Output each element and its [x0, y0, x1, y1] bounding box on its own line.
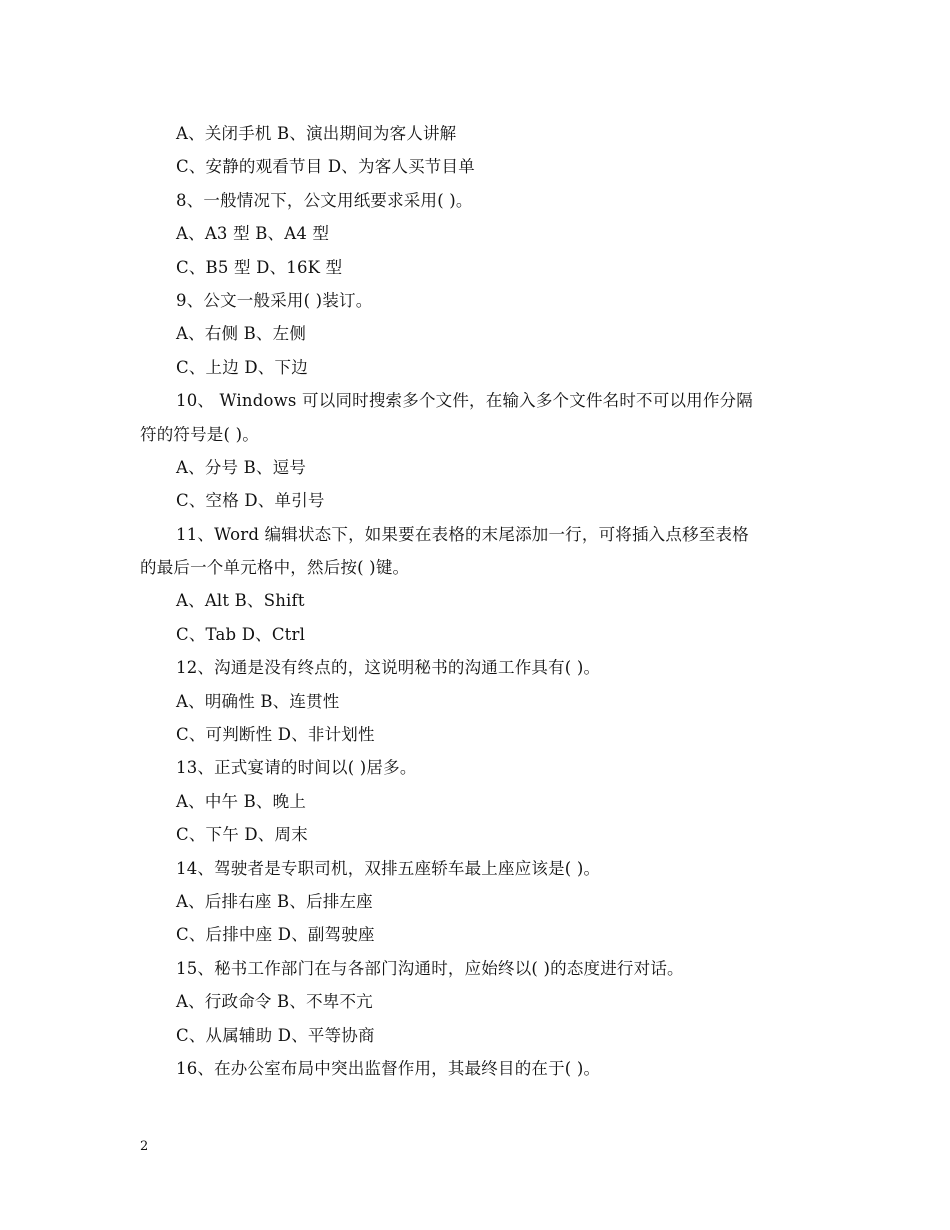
question-line-continued: 符的符号是( )。 [140, 424, 259, 444]
option-line: A、行政命令 B、不卑不亢 [176, 992, 373, 1012]
option-line: A、右侧 B、左侧 [176, 324, 307, 344]
option-line: C、可判断性 D、非计划性 [176, 725, 375, 745]
question-line: 16、在办公室布局中突出监督作用，其最终目的在于( )。 [176, 1058, 601, 1078]
question-line-continued: 的最后一个单元格中，然后按( )键。 [140, 558, 410, 578]
question-line: 8、一般情况下，公文用纸要求采用( )。 [176, 190, 473, 210]
question-line: 12、沟通是没有终点的，这说明秘书的沟通工作具有( )。 [176, 658, 601, 678]
question-line: 10、 Windows 可以同时搜索多个文件，在输入多个文件名时不可以用作分隔 [176, 391, 753, 411]
option-line: C、B5 型 D、16K 型 [176, 257, 343, 277]
option-line: C、从属辅助 D、平等协商 [176, 1025, 375, 1045]
option-line: A、关闭手机 B、演出期间为客人讲解 [176, 124, 457, 143]
option-line: A、明确性 B、连贯性 [176, 691, 340, 711]
option-line: A、分号 B、逗号 [176, 457, 307, 477]
option-line: A、后排右座 B、后排左座 [176, 891, 373, 911]
option-line: C、后排中座 D、副驾驶座 [176, 925, 375, 945]
page-number: 2 [140, 1139, 149, 1154]
option-line: C、Tab D、Ctrl [176, 624, 306, 644]
option-line: C、安静的观看节目 D、为客人买节目单 [176, 157, 475, 177]
option-line: A、Alt B、Shift [176, 591, 305, 611]
question-line: 11、Word 编辑状态下，如果要在表格的末尾添加一行，可将插入点移至表格 [176, 524, 749, 544]
question-line: 14、驾驶者是专职司机，双排五座轿车最上座应该是( )。 [176, 858, 601, 878]
option-line: C、上边 D、下边 [176, 357, 308, 377]
question-text-block [140, 117, 815, 1085]
option-line: C、空格 D、单引号 [176, 491, 325, 511]
question-line: 9、公文一般采用( )装订。 [176, 290, 373, 310]
option-line: C、下午 D、周末 [176, 825, 308, 845]
question-line: 13、正式宴请的时间以( )居多。 [176, 758, 417, 778]
option-line: A、A3 型 B、A4 型 [176, 224, 330, 244]
option-line: A、中午 B、晚上 [176, 791, 307, 811]
question-line: 15、秘书工作部门在与各部门沟通时，应始终以( )的态度进行对话。 [176, 958, 684, 978]
